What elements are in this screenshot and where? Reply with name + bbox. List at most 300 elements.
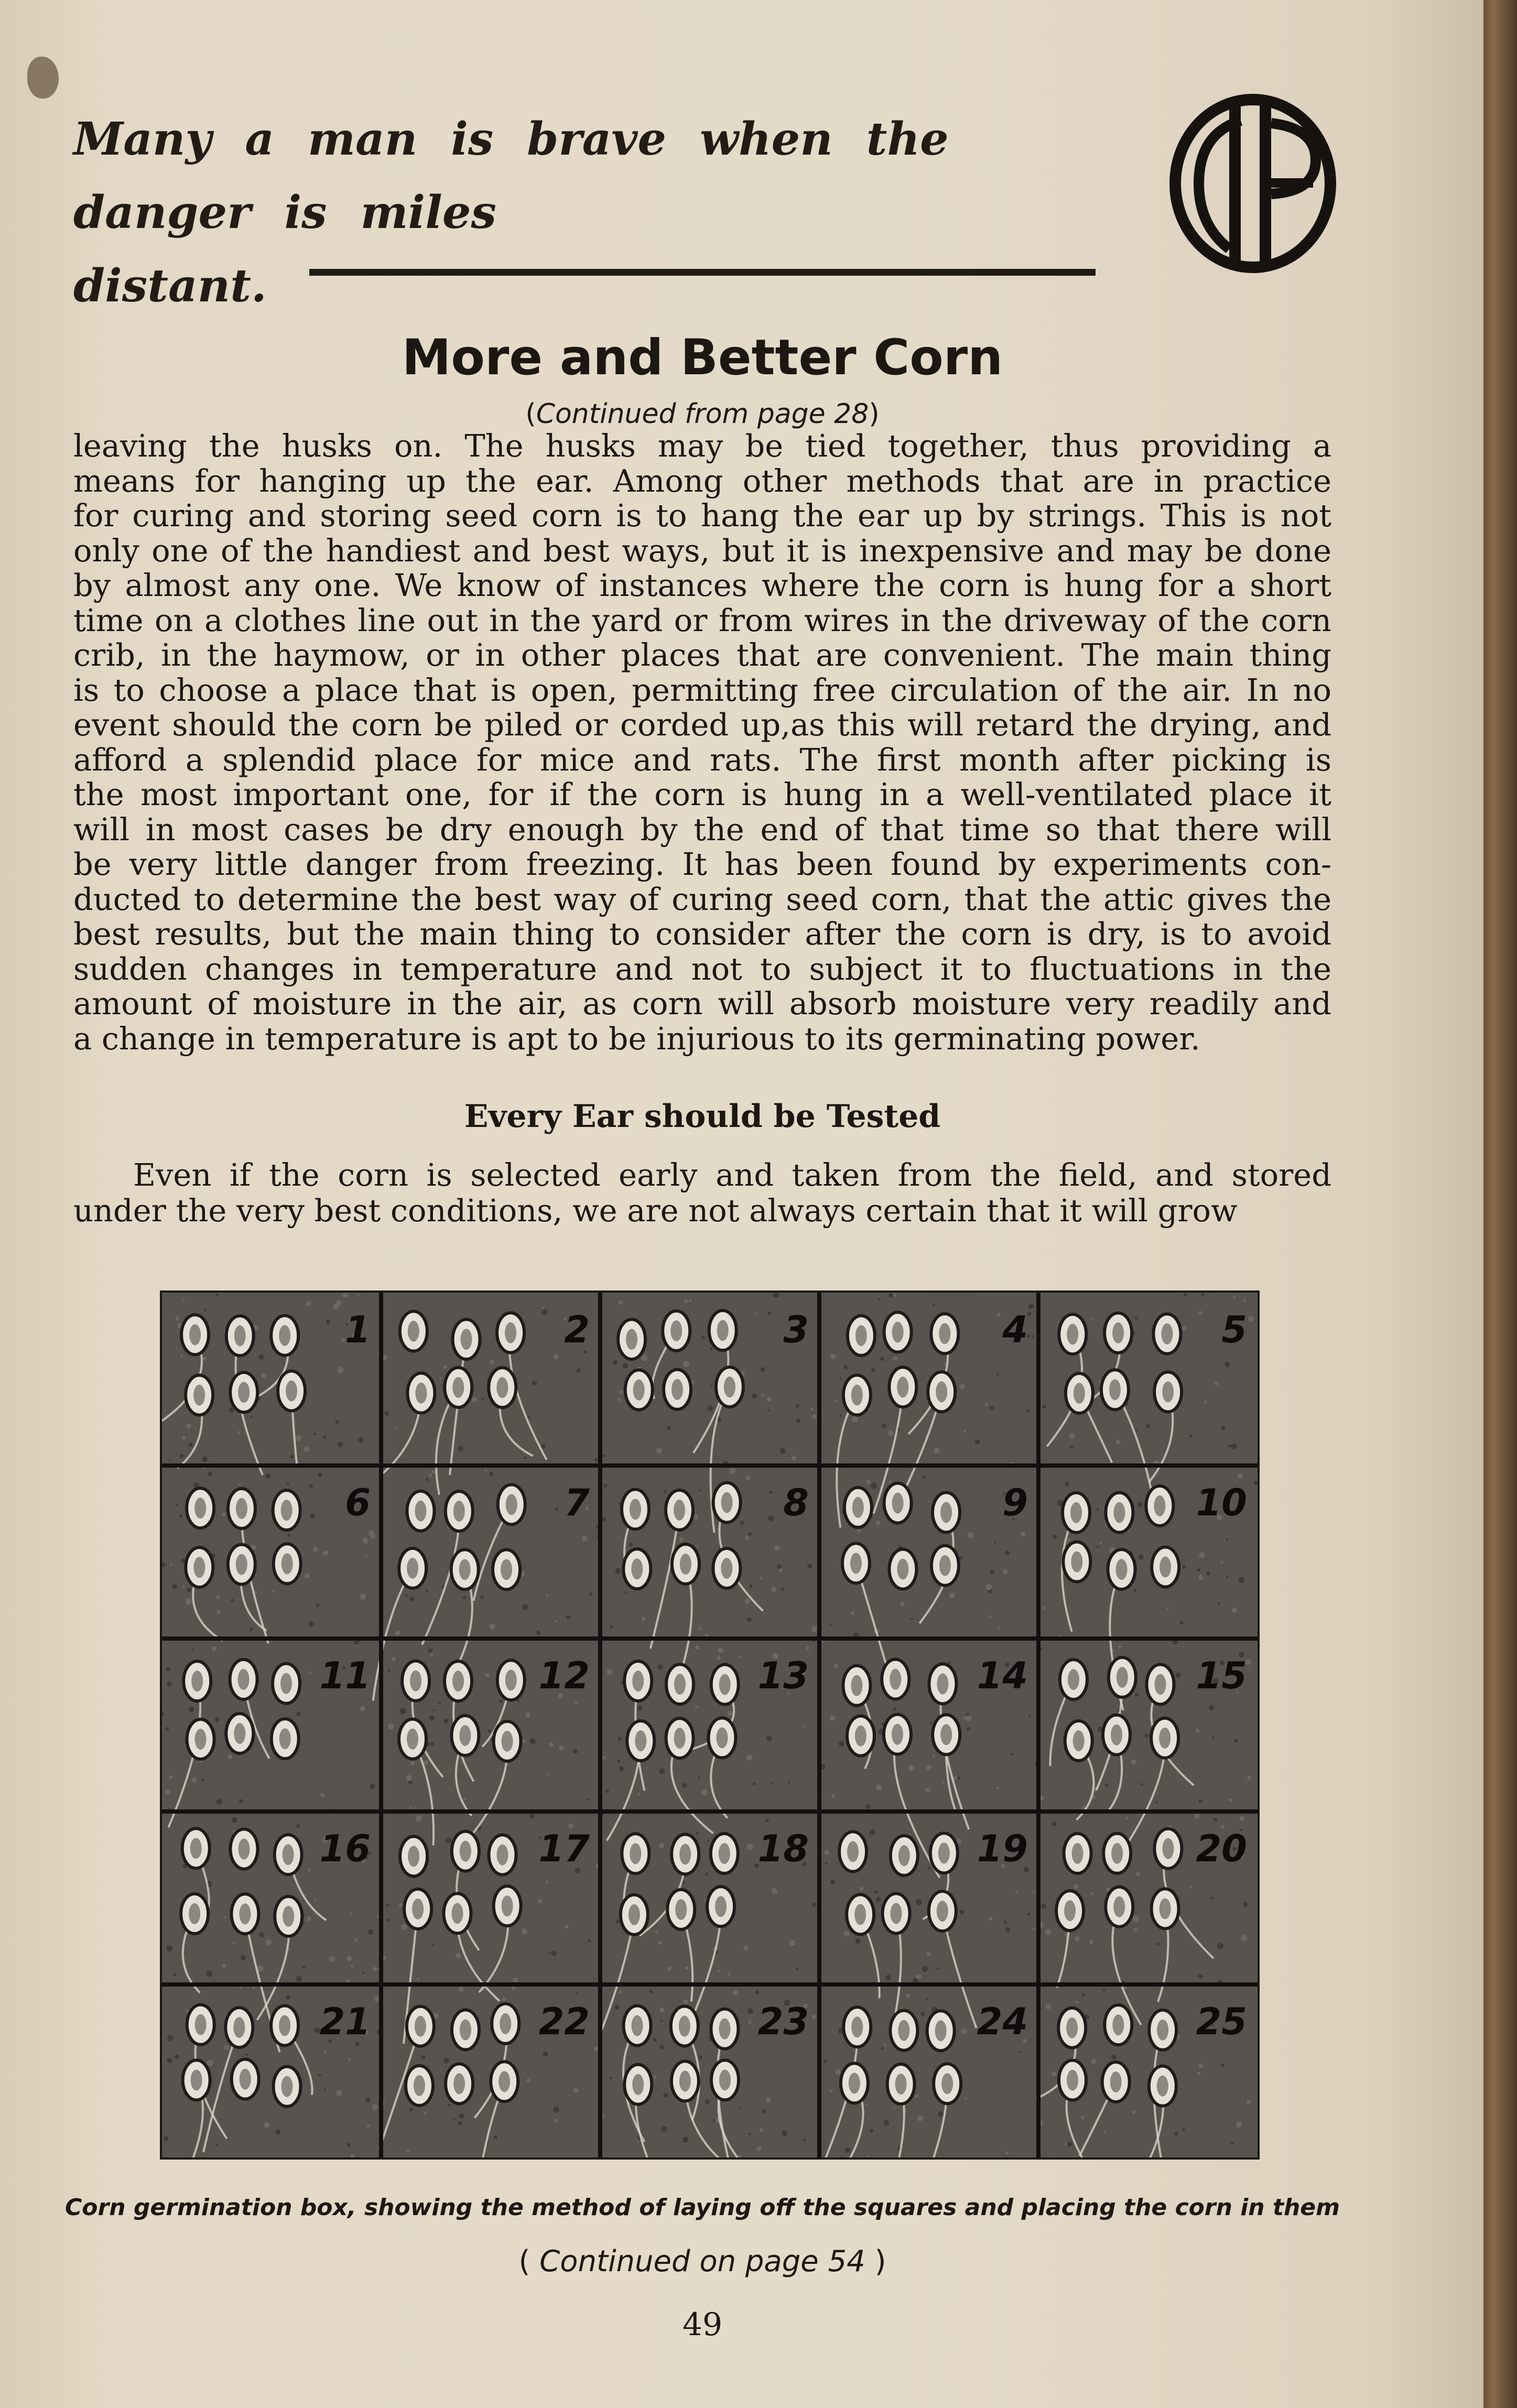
cell-number: 23 — [757, 2000, 809, 2043]
texture-speck — [222, 1964, 226, 1968]
texture-speck — [660, 2020, 663, 2022]
kernel-germ — [674, 1728, 686, 1749]
texture-speck — [1146, 1424, 1150, 1428]
texture-speck — [166, 1667, 170, 1671]
texture-speck — [830, 1716, 835, 1721]
kernel-germ — [939, 1555, 951, 1576]
texture-speck — [934, 1448, 939, 1454]
texture-speck — [845, 2147, 851, 2153]
texture-speck — [749, 2021, 752, 2024]
texture-speck — [250, 1628, 253, 1631]
texture-speck — [881, 2047, 884, 2050]
texture-speck — [769, 1491, 773, 1494]
texture-speck — [346, 1956, 352, 1961]
kernel-germ — [719, 1843, 730, 1864]
kernel-germ — [898, 1845, 910, 1866]
texture-speck — [938, 2111, 943, 2117]
texture-speck — [395, 1427, 397, 1429]
texture-speck — [1119, 1645, 1121, 1648]
text-line: the most important one, for if the corn is hung in a well-ventilated place it — [73, 776, 1331, 812]
kernel-germ — [239, 1903, 251, 1924]
kernel-germ — [191, 1671, 203, 1691]
texture-speck — [926, 1952, 930, 1956]
texture-speck — [428, 1648, 433, 1653]
texture-speck — [779, 1569, 783, 1572]
kernel-germ — [1161, 1324, 1173, 1344]
text-line: for curing and storing seed corn is to hang the ear up by strings. This is not — [73, 497, 1331, 534]
texture-speck — [696, 1545, 699, 1548]
texture-speck — [1091, 2058, 1096, 2064]
text-line: only one of the handiest and best ways, but it is inexpensive and may be done — [73, 532, 1331, 569]
kernel-germ — [415, 2016, 426, 2037]
texture-speck — [663, 1490, 666, 1493]
texture-speck — [336, 2090, 342, 2096]
texture-speck — [749, 1532, 752, 1536]
texture-speck — [258, 1354, 264, 1360]
kernel-germ — [847, 1841, 859, 1862]
texture-speck — [405, 1594, 408, 1597]
texture-speck — [926, 1765, 931, 1770]
texture-speck — [215, 2144, 218, 2146]
texture-speck — [1019, 2051, 1022, 2054]
texture-speck — [1180, 1621, 1184, 1625]
texture-speck — [1218, 1602, 1220, 1604]
texture-speck — [755, 1313, 757, 1315]
texture-speck — [424, 2111, 427, 2114]
kernel-germ — [236, 1498, 247, 1519]
texture-speck — [313, 1433, 316, 1435]
texture-speck — [1234, 1739, 1238, 1742]
texture-speck — [653, 2075, 657, 2079]
monogram-emblem — [1166, 92, 1339, 275]
texture-speck — [173, 1973, 176, 1976]
texture-speck — [463, 1797, 466, 1800]
texture-speck — [458, 2121, 462, 2125]
kernel-germ — [453, 1501, 465, 1522]
texture-speck — [287, 1482, 289, 1484]
texture-speck — [840, 1377, 842, 1380]
texture-speck — [287, 1534, 290, 1536]
kernel-germ — [631, 1558, 643, 1579]
texture-speck — [990, 1406, 994, 1411]
texture-speck — [430, 1742, 434, 1745]
texture-speck — [705, 2099, 710, 2104]
figure-caption: Corn germination box, showing the method of laying off the squares and placing the corn in them — [65, 2194, 1340, 2221]
texture-speck — [1053, 1535, 1057, 1539]
kernel-germ — [1113, 1896, 1125, 1917]
text-line: Even if the corn is selected early and taken from the field, and stored — [133, 1157, 1331, 1193]
texture-speck — [1204, 1401, 1207, 1404]
texture-speck — [663, 2093, 668, 2098]
texture-speck — [522, 1604, 528, 1610]
texture-speck — [238, 1431, 241, 1434]
texture-speck — [431, 1944, 434, 1947]
texture-speck — [490, 1360, 494, 1364]
texture-speck — [387, 1918, 391, 1922]
texture-speck — [409, 2108, 413, 2112]
text-line: will in most cases be dry enough by the end of that time so that there will — [73, 811, 1331, 848]
texture-speck — [1236, 2122, 1242, 2128]
kernel-germ — [855, 1325, 867, 1346]
kernel-germ — [1157, 2076, 1168, 2097]
texture-speck — [1105, 1784, 1108, 1787]
cell-number: 1 — [345, 1308, 371, 1351]
texture-speck — [208, 1471, 212, 1476]
texture-speck — [765, 1819, 769, 1823]
texture-speck — [318, 2074, 321, 2077]
texture-speck — [774, 1545, 779, 1550]
texture-speck — [605, 1789, 609, 1793]
texture-speck — [812, 2015, 816, 2019]
texture-speck — [768, 1311, 772, 1315]
texture-speck — [960, 1910, 965, 1914]
texture-speck — [388, 1723, 394, 1730]
kernel-germ — [1117, 1667, 1128, 1688]
texture-speck — [1097, 1508, 1099, 1511]
texture-speck — [276, 2130, 281, 2135]
texture-speck — [513, 1978, 518, 1983]
texture-speck — [615, 1568, 621, 1574]
texture-speck — [618, 1300, 623, 1305]
texture-speck — [695, 1705, 698, 1708]
texture-speck — [746, 1476, 751, 1480]
kernel-germ — [679, 1843, 691, 1864]
texture-speck — [1135, 1693, 1139, 1697]
texture-speck — [182, 1585, 185, 1588]
texture-speck — [1075, 1936, 1079, 1941]
texture-speck — [463, 1596, 467, 1600]
texture-speck — [649, 1990, 653, 1993]
texture-speck — [186, 1598, 192, 1604]
kernel-germ — [632, 1671, 644, 1691]
kernel-germ — [195, 1729, 207, 1750]
germination-box-photo — [160, 1290, 1260, 2160]
texture-speck — [622, 1363, 627, 1369]
texture-speck — [961, 2029, 967, 2034]
texture-speck — [336, 1300, 342, 1306]
cell-number: 25 — [1196, 2000, 1247, 2043]
kernel-germ — [854, 1904, 866, 1925]
kernel-germ — [1073, 1730, 1085, 1751]
texture-speck — [1112, 2055, 1117, 2060]
kernel-germ — [1154, 1495, 1165, 1516]
texture-speck — [662, 2126, 667, 2132]
texture-speck — [309, 1484, 313, 1489]
texture-speck — [1229, 1798, 1232, 1802]
texture-speck — [554, 2119, 558, 2122]
kernel-germ — [679, 2015, 690, 2036]
texture-speck — [1069, 1433, 1075, 1438]
texture-speck — [386, 1904, 389, 1907]
text-line: ducted to determine the best way of curing seed corn, that the attic gives the — [73, 881, 1331, 917]
texture-speck — [296, 1824, 300, 1828]
texture-speck — [766, 2098, 771, 2103]
texture-speck — [421, 2055, 426, 2059]
texture-speck — [757, 2146, 762, 2151]
kernel-germ — [938, 1842, 950, 1863]
kernel-germ — [1070, 1502, 1082, 1523]
texture-speck — [207, 2060, 213, 2066]
texture-speck — [480, 1596, 483, 1599]
texture-speck — [888, 1293, 893, 1297]
texture-speck — [617, 1398, 621, 1401]
texture-speck — [1199, 1799, 1202, 1803]
texture-speck — [1133, 1928, 1137, 1932]
texture-speck — [1140, 1783, 1143, 1786]
kernel-germ — [281, 1500, 292, 1521]
texture-speck — [458, 1446, 463, 1451]
texture-speck — [812, 1414, 817, 1419]
texture-speck — [494, 2135, 497, 2139]
texture-speck — [1126, 1817, 1129, 1819]
kernel-germ — [236, 1554, 247, 1575]
kernel-germ — [499, 2071, 510, 2092]
texture-speck — [553, 1354, 558, 1359]
texture-speck — [224, 2045, 229, 2051]
texture-speck — [1209, 1705, 1214, 1710]
texture-speck — [1231, 1444, 1237, 1449]
texture-speck — [1155, 1801, 1158, 1804]
texture-speck — [290, 1455, 294, 1459]
texture-speck — [323, 2051, 326, 2054]
texture-speck — [1074, 1884, 1079, 1889]
texture-speck — [573, 2088, 579, 2093]
texture-speck — [169, 1459, 171, 1461]
texture-speck — [1135, 1317, 1138, 1320]
texture-speck — [575, 1701, 578, 1704]
kernel-germ — [460, 1841, 471, 1862]
texture-speck — [216, 1610, 221, 1614]
kernel-germ — [415, 1383, 427, 1404]
kernel-germ — [1074, 1383, 1085, 1404]
texture-speck — [834, 1664, 838, 1668]
texture-speck — [619, 1991, 622, 1994]
texture-speck — [1243, 1299, 1246, 1302]
paren-open: ( — [518, 2244, 530, 2279]
texture-speck — [1201, 1293, 1205, 1296]
texture-speck — [685, 1966, 689, 1970]
texture-speck — [689, 1299, 691, 1302]
texture-speck — [698, 1776, 701, 1779]
texture-speck — [1052, 1821, 1056, 1826]
texture-speck — [395, 1631, 400, 1635]
texture-speck — [192, 1777, 197, 1783]
kernel-germ — [452, 1377, 464, 1398]
texture-speck — [708, 1405, 713, 1411]
texture-speck — [617, 1737, 621, 1740]
texture-speck — [555, 1620, 557, 1622]
texture-speck — [189, 1707, 194, 1712]
texture-speck — [538, 1899, 542, 1903]
texture-speck — [250, 1416, 253, 1418]
texture-speck — [811, 1626, 817, 1632]
texture-speck — [1139, 1554, 1144, 1559]
texture-speck — [966, 1715, 972, 1721]
texture-speck — [346, 2143, 351, 2147]
kernel-germ — [1067, 2070, 1078, 2091]
texture-speck — [180, 1354, 183, 1357]
texture-speck — [430, 1653, 433, 1656]
texture-speck — [555, 1508, 558, 1511]
texture-speck — [589, 1592, 593, 1596]
texture-speck — [744, 1598, 750, 1603]
texture-speck — [399, 1903, 403, 1907]
texture-speck — [429, 1474, 432, 1477]
texture-speck — [747, 1617, 752, 1622]
texture-speck — [167, 1682, 171, 1686]
texture-speck — [843, 1931, 849, 1937]
kernel-germ — [190, 1838, 202, 1859]
texture-speck — [576, 1992, 578, 1994]
texture-speck — [401, 1924, 407, 1930]
texture-speck — [264, 2122, 269, 2128]
texture-speck — [446, 1837, 451, 1843]
texture-speck — [959, 1556, 963, 1560]
kernel-germ — [895, 2074, 907, 2095]
texture-speck — [164, 2136, 168, 2141]
texture-speck — [638, 1793, 641, 1795]
texture-speck — [362, 1972, 364, 1974]
texture-speck — [1184, 1293, 1187, 1296]
kernel-germ — [1116, 1559, 1128, 1580]
texture-speck — [1194, 1814, 1199, 1819]
kernel-germ — [1160, 1557, 1171, 1578]
kernel-germ — [279, 1325, 290, 1346]
texture-speck — [323, 1436, 326, 1439]
texture-speck — [316, 1603, 319, 1607]
texture-speck — [367, 2124, 370, 2128]
texture-speck — [949, 1593, 955, 1599]
texture-speck — [771, 1888, 777, 1894]
texture-speck — [245, 2053, 248, 2056]
texture-speck — [1092, 1318, 1094, 1320]
texture-speck — [432, 1470, 436, 1473]
kernel-germ — [1067, 1324, 1078, 1344]
texture-speck — [1221, 1426, 1226, 1430]
texture-speck — [453, 2119, 455, 2121]
kernel-germ — [671, 1379, 683, 1400]
texture-speck — [968, 1532, 974, 1538]
kernel-germ — [632, 2074, 644, 2095]
texture-speck — [966, 1713, 969, 1716]
texture-speck — [175, 2054, 179, 2058]
texture-speck — [216, 1799, 222, 1805]
texture-speck — [458, 1987, 463, 1992]
texture-speck — [296, 1976, 302, 1981]
texture-speck — [870, 2129, 873, 2133]
texture-speck — [771, 1587, 776, 1592]
kernel-germ — [1155, 1674, 1166, 1695]
texture-speck — [729, 1468, 735, 1474]
texture-speck — [180, 1454, 184, 1458]
kernel-germ — [280, 1673, 292, 1694]
texture-speck — [365, 2097, 371, 2102]
texture-speck — [165, 1789, 170, 1795]
texture-speck — [893, 1356, 897, 1361]
texture-speck — [525, 1712, 530, 1718]
texture-speck — [529, 1813, 535, 1819]
texture-speck — [602, 1517, 606, 1522]
texture-speck — [357, 1294, 359, 1296]
texture-speck — [1196, 1729, 1200, 1733]
texture-speck — [536, 1631, 541, 1635]
kernel-germ — [633, 1380, 645, 1401]
texture-speck — [830, 1880, 835, 1884]
texture-speck — [309, 1671, 312, 1674]
texture-speck — [1198, 1575, 1204, 1580]
cell-number: 11 — [319, 1654, 371, 1697]
kernel-germ — [1109, 1379, 1121, 1400]
texture-speck — [641, 1355, 647, 1361]
texture-speck — [1225, 1362, 1230, 1368]
texture-speck — [874, 1890, 878, 1894]
texture-speck — [911, 1618, 913, 1620]
texture-speck — [752, 1393, 757, 1398]
texture-speck — [659, 1768, 665, 1774]
kernel-germ — [892, 1493, 904, 1514]
texture-speck — [876, 1785, 882, 1791]
texture-speck — [1041, 1904, 1046, 1908]
texture-speck — [768, 1515, 774, 1521]
texture-speck — [925, 1998, 928, 2000]
texture-speck — [1028, 1304, 1034, 1309]
texture-speck — [241, 1955, 246, 1960]
kernel-germ — [461, 1329, 472, 1350]
texture-speck — [1241, 1935, 1247, 1941]
texture-speck — [1233, 1296, 1236, 1298]
kernel-germ — [1071, 1552, 1082, 1572]
texture-speck — [588, 1939, 591, 1942]
texture-speck — [629, 1543, 633, 1547]
book-spine-edge — [1483, 0, 1517, 2408]
cell-number: 21 — [319, 2000, 371, 2043]
page-number: 49 — [682, 2306, 723, 2343]
texture-speck — [1090, 1892, 1093, 1895]
text-line: time on a clothes line out in the yard or from wires in the driveway of the corn — [73, 602, 1331, 638]
texture-speck — [1197, 2071, 1200, 2075]
texture-speck — [760, 1577, 763, 1580]
texture-speck — [223, 1916, 226, 1918]
texture-speck — [201, 1778, 204, 1781]
article-paragraph-2 — [73, 1157, 1331, 1229]
kernel-germ — [191, 2069, 202, 2090]
texture-speck — [222, 1513, 226, 1517]
texture-speck — [866, 1480, 870, 1484]
texture-speck — [1045, 1929, 1051, 1935]
texture-speck — [320, 1793, 324, 1797]
texture-speck — [1005, 2152, 1009, 2155]
texture-speck — [739, 2107, 742, 2110]
kernel-germ — [721, 1492, 733, 1513]
cell-number: 13 — [757, 1654, 809, 1697]
texture-speck — [682, 1783, 687, 1788]
kernel-germ — [279, 2015, 290, 2036]
texture-speck — [871, 1483, 877, 1489]
texture-speck — [261, 1373, 266, 1378]
texture-speck — [548, 1952, 551, 1955]
kernel-germ — [680, 1554, 691, 1575]
kernel-germ — [941, 2073, 953, 2094]
texture-speck — [860, 1887, 863, 1891]
texture-speck — [233, 1942, 235, 1945]
texture-speck — [1097, 1546, 1099, 1548]
texture-speck — [696, 1645, 700, 1650]
texture-speck — [747, 1844, 753, 1850]
article-title: More and Better Corn — [402, 329, 1003, 386]
texture-speck — [659, 2045, 664, 2049]
texture-speck — [922, 1476, 925, 1479]
texture-speck — [485, 1673, 490, 1677]
